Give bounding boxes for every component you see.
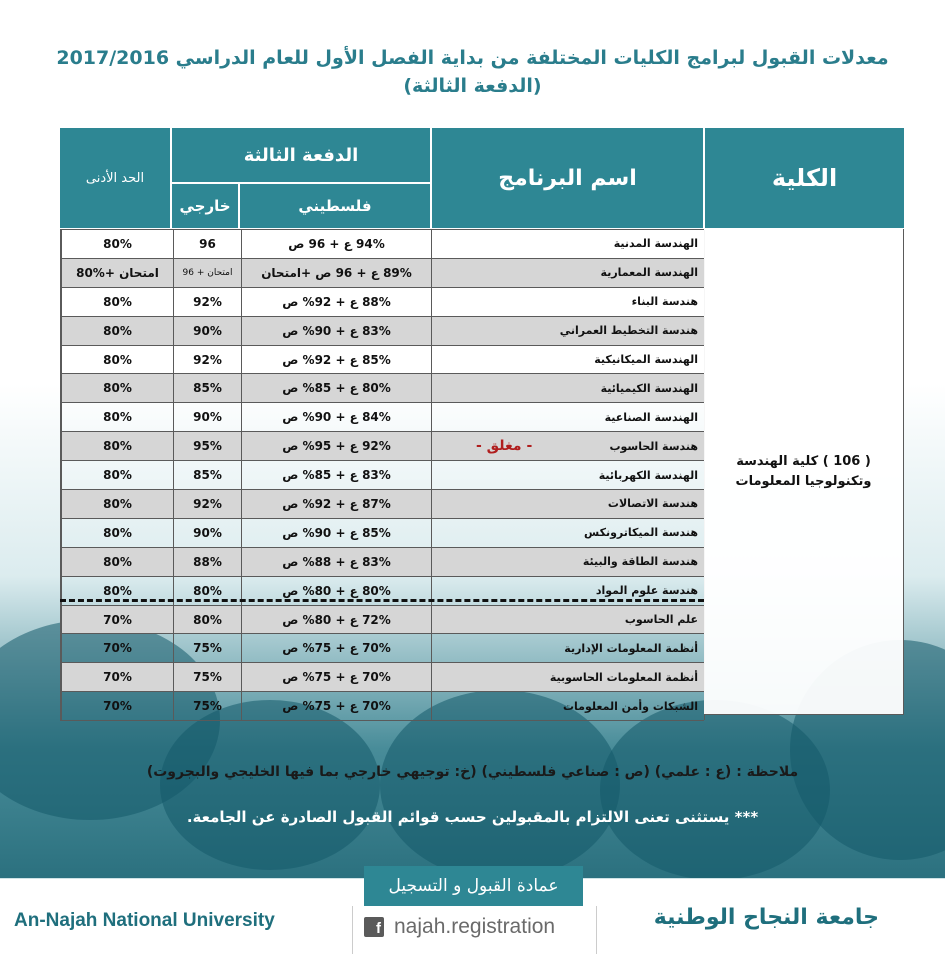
palestinian-cell: 70% ع + 75% ص bbox=[241, 634, 431, 662]
palestinian-cell: 94% ع + 96 ص bbox=[241, 230, 431, 258]
legend-note: ملاحظة : (ع : علمي) (ص : صناعي فلسطيني) (خ: توجيهي خارجي بما فيها الخليجي والبجروت) bbox=[146, 764, 799, 780]
facebook-handle: najah.registration bbox=[394, 915, 556, 938]
palestinian-cell: 83% ع + 85% ص bbox=[241, 461, 431, 489]
footer-separator bbox=[596, 906, 597, 954]
palestinian-cell: 84% ع + 90% ص bbox=[241, 403, 431, 431]
minimum-cell: 70% bbox=[61, 663, 173, 691]
faculty-name: ( 106 ) كلية الهندسة وتكنولوجيا المعلومات bbox=[735, 453, 872, 489]
external-cell: 90% bbox=[173, 317, 241, 345]
program-cell: الهندسة الكهربائية bbox=[431, 461, 705, 489]
table-row bbox=[61, 403, 704, 432]
title-line-1: معدلات القبول لبرامج الكليات المختلفة من بداية الفصل الأول للعام الدراسي 2017/2016 bbox=[56, 47, 889, 69]
table-row bbox=[61, 663, 704, 692]
palestinian-cell: 80% ع + 80% ص bbox=[241, 577, 431, 605]
external-cell: 96 bbox=[173, 230, 241, 258]
external-cell: 80% bbox=[173, 577, 241, 605]
external-cell: 92% bbox=[173, 490, 241, 518]
minimum-cell: 80% bbox=[61, 374, 173, 402]
table-row bbox=[61, 548, 704, 577]
university-name-en: An-Najah National University bbox=[14, 910, 275, 931]
deanship-badge: عمادة القبول و التسجيل bbox=[364, 866, 583, 906]
palestinian-cell: 85% ع + 92% ص bbox=[241, 346, 431, 374]
program-cell: هندسة الحاسوب bbox=[431, 432, 705, 460]
palestinian-cell: 83% ع + 90% ص bbox=[241, 317, 431, 345]
external-cell: 80% bbox=[173, 606, 241, 634]
table-row bbox=[61, 259, 704, 288]
program-cell: هندسة الاتصالات bbox=[431, 490, 705, 518]
minimum-cell: 80% bbox=[61, 317, 173, 345]
table-row bbox=[61, 374, 704, 403]
program-cell: علم الحاسوب bbox=[431, 606, 705, 634]
title-line-2: (الدفعة الثالثة) bbox=[403, 75, 542, 97]
minimum-cell: 80% bbox=[61, 519, 173, 547]
table-row bbox=[61, 490, 704, 519]
palestinian-cell: 88% ع + 92% ص bbox=[241, 288, 431, 316]
header-program: اسم البرنامج bbox=[432, 128, 703, 228]
external-cell: 95% bbox=[173, 432, 241, 460]
program-cell: الشبكات وأمن المعلومات bbox=[431, 692, 705, 720]
table-row bbox=[61, 317, 704, 346]
program-cell: أنظمة المعلومات الحاسوبية bbox=[431, 663, 705, 691]
external-cell: 88% bbox=[173, 548, 241, 576]
minimum-cell: 70% bbox=[61, 606, 173, 634]
palestinian-cell: 70% ع + 75% ص bbox=[241, 663, 431, 691]
program-cell: الهندسة المدنية bbox=[431, 230, 705, 258]
header-faculty: الكلية bbox=[705, 128, 904, 228]
palestinian-cell: 80% ع + 85% ص bbox=[241, 374, 431, 402]
program-cell: هندسة علوم المواد bbox=[431, 577, 705, 605]
palestinian-cell: 92% ع + 95% ص bbox=[241, 432, 431, 460]
table-row bbox=[61, 432, 704, 461]
program-cell: الهندسة المعمارية bbox=[431, 259, 705, 287]
external-cell: 92% bbox=[173, 288, 241, 316]
page-title bbox=[0, 44, 945, 100]
minimum-cell: 80% bbox=[61, 403, 173, 431]
footer-separator bbox=[352, 906, 353, 954]
program-cell: الهندسة الكيميائية bbox=[431, 374, 705, 402]
table-row bbox=[61, 461, 704, 490]
program-cell: هندسة الطاقة والبيئة bbox=[431, 548, 705, 576]
faculty-cell bbox=[704, 229, 904, 715]
commitment-note: *** يستثنى تعنى الالتزام بالمقبولين حسب قوائم القبول الصادرة عن الجامعة. bbox=[186, 808, 759, 826]
table-row bbox=[61, 692, 704, 721]
table-row bbox=[61, 230, 704, 259]
minimum-cell: 70% bbox=[61, 634, 173, 662]
program-cell: هندسة البناء bbox=[431, 288, 705, 316]
header-minimum: الحد الأدنى bbox=[60, 128, 170, 228]
minimum-cell: 70% bbox=[61, 692, 173, 720]
program-cell: أنظمة المعلومات الإدارية bbox=[431, 634, 705, 662]
palestinian-cell: 70% ع + 75% ص bbox=[241, 692, 431, 720]
external-cell: 90% bbox=[173, 403, 241, 431]
palestinian-cell: 85% ع + 90% ص bbox=[241, 519, 431, 547]
minimum-cell: 80%+ امتحان bbox=[61, 259, 173, 287]
program-cell: الهندسة الصناعية bbox=[431, 403, 705, 431]
header-palestinian: فلسطيني bbox=[240, 184, 430, 228]
palestinian-cell: 87% ع + 92% ص bbox=[241, 490, 431, 518]
header-external: خارجي bbox=[172, 184, 238, 228]
minimum-cell: 80% bbox=[61, 577, 173, 605]
external-cell: 96 + امتحان bbox=[173, 259, 241, 287]
program-cell: هندسة التخطيط العمراني bbox=[431, 317, 705, 345]
external-cell: 75% bbox=[173, 663, 241, 691]
palestinian-cell: 89% ع + 96 ص +امتحان bbox=[241, 259, 431, 287]
table-row bbox=[61, 288, 704, 317]
program-cell: هندسة الميكاترونكس bbox=[431, 519, 705, 547]
minimum-cell: 80% bbox=[61, 548, 173, 576]
external-cell: 75% bbox=[173, 692, 241, 720]
closed-label: - مغلق - bbox=[476, 438, 533, 455]
external-cell: 90% bbox=[173, 519, 241, 547]
external-cell: 75% bbox=[173, 634, 241, 662]
table-row bbox=[61, 346, 704, 375]
minimum-cell: 80% bbox=[61, 432, 173, 460]
external-cell: 85% bbox=[173, 374, 241, 402]
table-row bbox=[61, 519, 704, 548]
table-row bbox=[61, 634, 704, 663]
minimum-cell: 80% bbox=[61, 346, 173, 374]
external-cell: 92% bbox=[173, 346, 241, 374]
external-cell: 85% bbox=[173, 461, 241, 489]
minimum-cell: 80% bbox=[61, 230, 173, 258]
minimum-cell: 80% bbox=[61, 490, 173, 518]
minimum-cell: 80% bbox=[61, 288, 173, 316]
facebook-icon: f bbox=[364, 917, 384, 937]
table-row bbox=[61, 606, 704, 635]
facebook-link[interactable] bbox=[364, 913, 555, 941]
table-body bbox=[60, 229, 704, 721]
palestinian-cell: 72% ع + 80% ص bbox=[241, 606, 431, 634]
palestinian-cell: 83% ع + 88% ص bbox=[241, 548, 431, 576]
section-divider bbox=[60, 599, 704, 602]
program-cell: الهندسة الميكانيكية bbox=[431, 346, 705, 374]
university-name-ar: جامعة النجاح الوطنية bbox=[653, 905, 879, 930]
admission-table bbox=[60, 128, 904, 715]
minimum-cell: 80% bbox=[61, 461, 173, 489]
header-batch: الدفعة الثالثة bbox=[172, 128, 430, 182]
